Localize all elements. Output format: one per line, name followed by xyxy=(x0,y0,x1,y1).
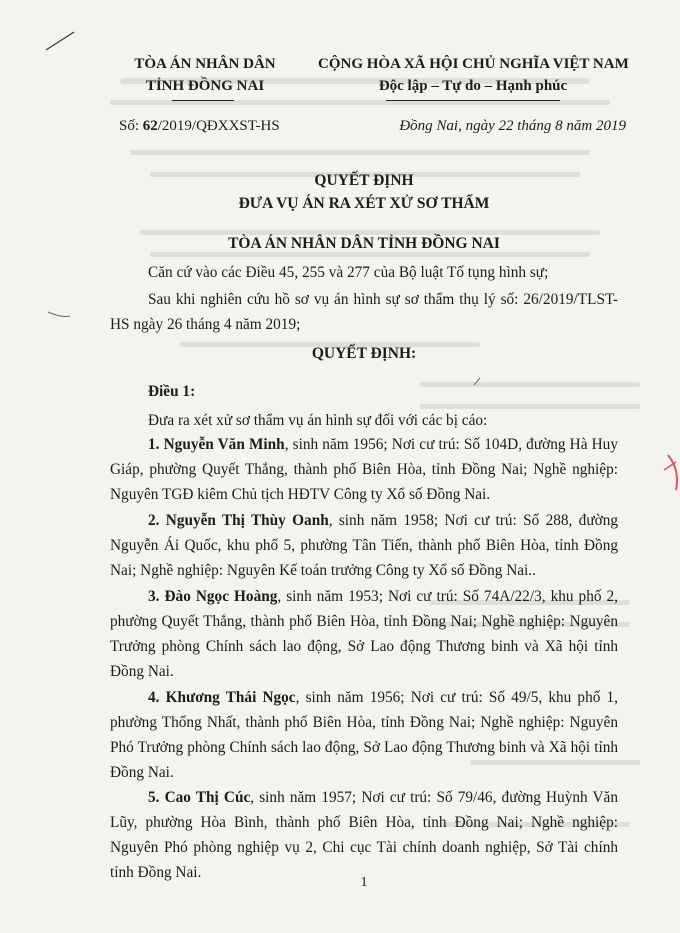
place-date: Đồng Nai, ngày 22 tháng 8 năm 2019 xyxy=(399,118,626,134)
issuing-court: TÒA ÁN NHÂN DÂN TỈNH ĐỒNG NAI xyxy=(228,235,500,252)
decision-subtitle: ĐƯA VỤ ÁN RA XÉT XỬ SƠ THẨM xyxy=(238,195,490,212)
court-province: TỈNH ĐỒNG NAI xyxy=(145,78,265,94)
defendant-4 xyxy=(110,685,618,785)
defendant-1 xyxy=(110,432,618,507)
article-1-heading: Điều 1: xyxy=(148,383,196,400)
national-title: CỘNG HÒA XÃ HỘI CHỦ NGHĨA VIỆT NAM xyxy=(318,56,629,72)
defendant-5 xyxy=(110,785,618,885)
basis-paragraph-2: Sau khi nghiên cứu hồ sơ vụ án hình sự sơ thẩm thụ lý số: 26/2019/TLST-HS ngày 26 tháng 4 năm 2019; xyxy=(110,291,618,333)
court-underline xyxy=(172,100,234,101)
basis-paragraph-1: Căn cứ vào các Điều 45, 255 và 277 của Bộ luật Tố tụng hình sự; xyxy=(148,264,549,281)
court-name: TÒA ÁN NHÂN DÂN xyxy=(134,56,276,72)
defendant-name: 5. Cao Thị Cúc xyxy=(148,789,251,806)
decision-heading: QUYẾT ĐỊNH: xyxy=(311,345,417,362)
article-1-intro: Đưa ra xét xử sơ thẩm vụ án hình sự đối với các bị cáo: xyxy=(148,412,488,429)
defendant-details: , sinh năm 1956; Nơi cư trú: Số 49/5, khu phố 1, phường Thống Nhất, thành phố Biên Hòa, tỉnh Đồng Nai; Nghề nghiệp: Nguyên Phó Trưởng phòng Chính sách lao động, Sở Lao động Thương binh và Xã hội tỉnh Đồng Nai. xyxy=(110,689,618,781)
defendant-2 xyxy=(110,508,618,583)
decision-title: QUYẾT ĐỊNH xyxy=(314,172,414,189)
document-number xyxy=(119,118,280,135)
defendant-details: , sinh năm 1953; Nơi cư trú: Số 74A/22/3, khu phố 2, phường Quyết Thắng, thành phố Biên Hòa, tỉnh Đồng Nai; Nghề nghiệp: Nguyên Trưởng phòng Chính sách lao động, Sở Lao động Thương binh và Xã hội tỉnh Đồng Nai. xyxy=(110,588,618,680)
number-value: 62 xyxy=(142,118,158,134)
defendant-details: , sinh năm 1956; Nơi cư trú: Số 104D, đường Hà Huy Giáp, phường Quyết Thắng, thành phố Biên Hòa, tỉnh Đồng Nai; Nghề nghiệp: Nguyên TGĐ kiêm Chủ tịch HĐTV Công ty Xổ số Đồng Nai. xyxy=(110,436,618,503)
defendant-name: 2. Nguyễn Thị Thùy Oanh xyxy=(148,512,329,529)
page-number: 1 xyxy=(360,875,368,890)
motto-underline xyxy=(386,100,560,101)
defendant-details: , sinh năm 1958; Nơi cư trú: Số 288, đường Nguyễn Ái Quốc, khu phố 5, phường Tân Tiến, thành phố Biên Hòa, tỉnh Đồng Nai; Nghề nghiệp: Nguyên Kế toán trưởng Công ty Xổ số Đồng Nai.. xyxy=(110,512,618,579)
defendant-name: 1. Nguyễn Văn Minh xyxy=(148,436,285,453)
defendant-name: 3. Đào Ngọc Hoàng xyxy=(148,588,278,605)
defendant-3 xyxy=(110,584,618,684)
number-code: /2019/QĐXXST-HS xyxy=(157,118,280,134)
national-motto: Độc lập – Tự do – Hạnh phúc xyxy=(378,78,568,94)
defendant-details: , sinh năm 1957; Nơi cư trú: Số 79/46, đường Huỳnh Văn Lũy, phường Hòa Bình, thành phố Biên Hòa, tỉnh Đồng Nai; Nghề nghiệp: Nguyên Phó phòng nghiệp vụ 2, Chi cục Tài chính doanh nghiệp, Sở Tài chính tỉnh Đồng Nai. xyxy=(110,789,618,881)
defendant-name: 4. Khương Thái Ngọc xyxy=(148,689,296,706)
number-label: Số: xyxy=(119,118,143,134)
